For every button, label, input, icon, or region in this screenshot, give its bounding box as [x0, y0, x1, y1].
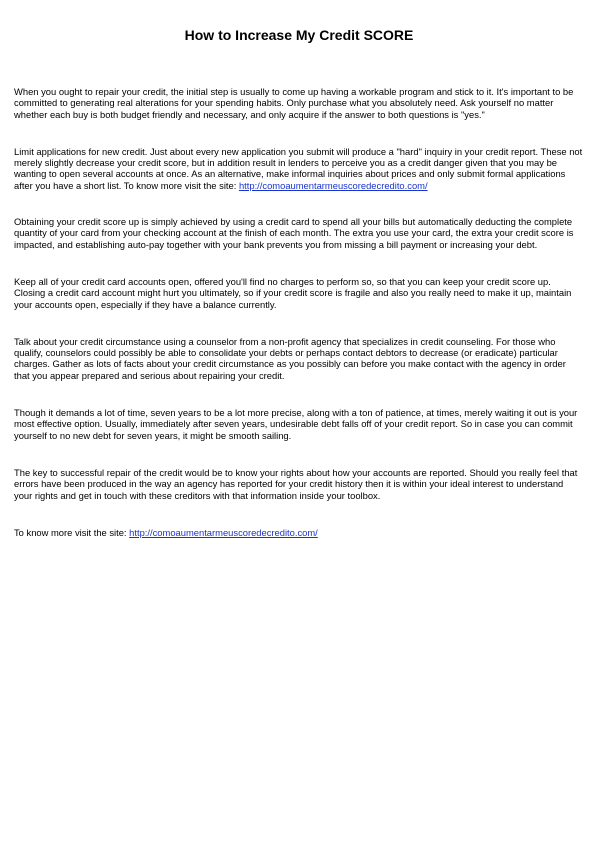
paragraph-closing-link: [14, 527, 584, 538]
document-body: [14, 86, 584, 538]
paragraph-credit-card-autopay: Obtaining your credit score up is simply achieved by using a credit card to spend all your bills but automatically deducting the complete quantity of your card from your checking account at the finish of each month. The extra you use your card, the extra your credit score is impacted, and establishing auto-pay together with your bank prevents you from missing a bill payment or increasing your debt.: [14, 216, 574, 250]
paragraph-seven-years: Though it demands a lot of time, seven years to be a lot more precise, along with a ton of patience, at times, merely waiting it out is your most effective option. Usually, immediately after seven years, undesirable debt falls off of your credit report. So in case you can commit yourself to no new debt for seven years, it might be smooth sailing.: [14, 407, 578, 441]
paragraph-repair-plan: When you ought to repair your credit, the initial step is usually to come up having a workable program and stick to it. It's important to be committed to generating real alterations for your spending habits. Only purchase what you absolutely need. Ask yourself no matter whether each buy is both budget friendly and necessary, and only acquire if the answer to both questions is "yes.": [14, 86, 574, 120]
paragraph-limit-applications: [14, 146, 584, 191]
site-link[interactable]: http://comoaumentarmeuscoredecredito.com/: [238, 179, 428, 191]
site-link-closing[interactable]: http://comoaumentarmeuscoredecredito.com/: [129, 526, 318, 538]
paragraph-keep-accounts-open: Keep all of your credit card accounts open, offered you'll find no charges to perform so, so that you can keep your credit score up. Closing a credit card account might hurt you ultimately, so if your credit score is fragile and also you really need to make it up, maintain your accounts open, especially if they have a balance currently.: [14, 275, 572, 310]
paragraph-limit-applications-text: Limit applications for new credit. Just about every new application you submit will produce a "hard" inquiry in your credit report. These not merely slightly decrease your credit score, but in addition result in lenders to perceive you as a credit danger given that you may be wanting to open several accounts at once. As an alternative, make informal inquiries about prices and only submit formal applications after you have a short list. To know more visit the site:: [14, 145, 583, 191]
closing-link-prefix: To know more visit the site:: [14, 526, 130, 538]
document-title: How to Increase My Credit SCORE: [184, 27, 414, 43]
paragraph-know-your-rights: The key to successful repair of the credit would be to know your rights about how your accounts are reported. Should you really feel that errors have been produced in the way an agency has reported for your credit history then it is within your ideal interest to understand your rights and get in touch with these creditors with that information inside your toolbox.: [14, 466, 578, 501]
paragraph-credit-counselor: Talk about your credit circumstance using a counselor from a non-profit agency that specializes in credit counseling. For those who qualify, counselors could possibly be able to consolidate your debts or perhaps contact debtors to decrease (or eradicate) particular charges. Gather as lots of facts about your credit circumstance as you possibly can before you make contact with the agency in order that you appear prepared and serious about repairing your credit.: [14, 335, 566, 381]
